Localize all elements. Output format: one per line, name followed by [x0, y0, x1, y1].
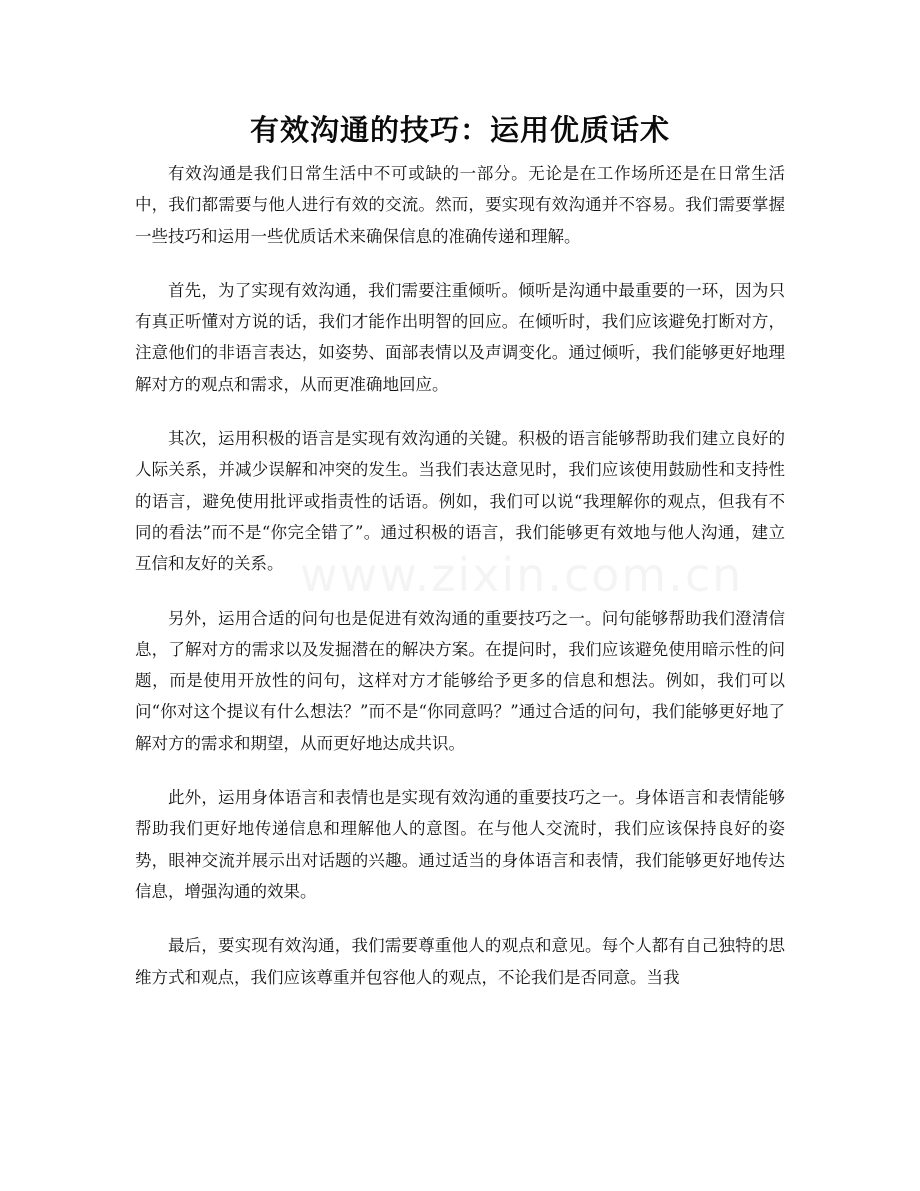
paragraph-respect: 最后，要实现有效沟通，我们需要尊重他人的观点和意见。每个人都有自己独特的思维方式和观点，我们应该尊重并包容他人的观点，不论我们是否同意。当我 — [135, 936, 785, 987]
paragraph-body-language: 此外，运用身体语言和表情也是实现有效沟通的重要技巧之一。身体语言和表情能够帮助我们更好地传递信息和理解他人的意图。在与他人交流时，我们应该保持良好的姿势，眼神交流并展示出对话题的兴趣。通过适当的身体语言和表情，我们能够更好地传达信息，增强沟通的效果。 — [135, 788, 785, 901]
paragraph-questions: 另外，运用合适的问句也是促进有效沟通的重要技巧之一。问句能够帮助我们澄清信息，了解对方的需求以及发掘潜在的解决方案。在提问时，我们应该避免使用暗示性的问题，而是使用开放性的问句，这样对方才能够给予更多的信息和想法。例如，我们可以问“你对这个提议有什么想法？”而不是“你同意吗？”通过合适的问句，我们能够更好地了解对方的需求和期望，从而更好地达成共识。 — [135, 608, 785, 753]
document-title: 有效沟通的技巧：运用优质话术 — [249, 113, 670, 147]
watermark — [300, 548, 743, 602]
paragraph-positive-language: 其次，运用积极的语言是实现有效沟通的关键。积极的语言能够帮助我们建立良好的人际关系，并减少误解和冲突的发生。当我们表达意见时，我们应该使用鼓励性和支持性的语言，避免使用批评或指责性的话语。例如，我们可以说“我理解你的观点，但我有不同的看法”而不是“你完全错了”。通过积极的语言，我们能够更有效地与他人沟通，建立互信和友好的关系。 — [135, 429, 785, 574]
paragraph-intro: 有效沟通是我们日常生活中不可或缺的一部分。无论是在工作场所还是在日常生活中，我们都需要与他人进行有效的交流。然而，要实现有效沟通并不容易。我们需要掌握一些技巧和运用一些优质话术来确保信息的准确传递和理解。 — [135, 164, 785, 246]
paragraph-listening: 首先，为了实现有效沟通，我们需要注重倾听。倾听是沟通中最重要的一环，因为只有真正听懂对方说的话，我们才能作出明智的回应。在倾听时，我们应该避免打断对方，注意他们的非语言表达，如姿势、面部表情以及声调变化。通过倾听，我们能够更好地理解对方的观点和需求，从而更准确地回应。 — [135, 280, 785, 394]
